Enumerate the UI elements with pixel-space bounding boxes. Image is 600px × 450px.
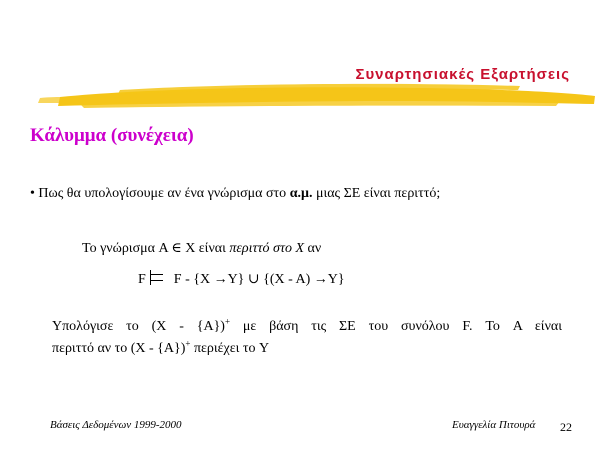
header-title: Συναρτησιακές Εξαρτήσεις [355,66,570,83]
closure-superscript-1: + [224,316,231,327]
formula-lhs: F [138,272,146,287]
formula-line [138,270,345,288]
footer-author: Ευαγγελία Πιτουρά [452,419,536,431]
definition-italic: περιττό στο X [229,241,305,256]
bullet-text-bold: α.μ. [289,186,313,201]
bullet-marker: • [30,186,35,201]
paragraph-line-1-before: Υπολόγισε το (X - {A}) [52,319,225,334]
definition-middle: X είναι [181,241,230,256]
bullet-text-after: μιας ΣΕ είναι περιττό; [312,186,441,201]
paragraph-line-2 [52,338,562,360]
paragraph-line-1 [52,316,562,338]
footer-course: Βάσεις Δεδομένων 1999-2000 [50,419,182,431]
explanation-paragraph [52,316,562,360]
formula-rhs: F - {X →Y} ∪ {(X - A) →Y} [173,272,345,287]
slide-title: Κάλυμμα (συνέχεια) [30,125,194,146]
definition-line [82,240,321,257]
closure-superscript-2: + [185,338,191,349]
definition-prefix: Το γνώρισμα A [82,241,172,256]
definition-suffix: αν [304,241,322,256]
brush-stroke-tail [38,97,66,103]
paragraph-line-2-before: περιττό αν το (X - {A}) [52,341,186,356]
paragraph-line-1-after: με βάση τις ΣΕ του συνόλου F. Το A είναι [230,319,562,334]
bullet-text-before: Πως θα υπολογίσουμε αν ένα γνώρισμα στο [38,186,290,201]
header-brush-stroke [0,0,600,120]
models-symbol [148,270,164,285]
paragraph-line-2-after: περιέχει το Y [190,341,270,356]
bullet-question [30,186,440,202]
element-of-symbol: ∈ [171,241,182,256]
page-number: 22 [560,420,572,434]
